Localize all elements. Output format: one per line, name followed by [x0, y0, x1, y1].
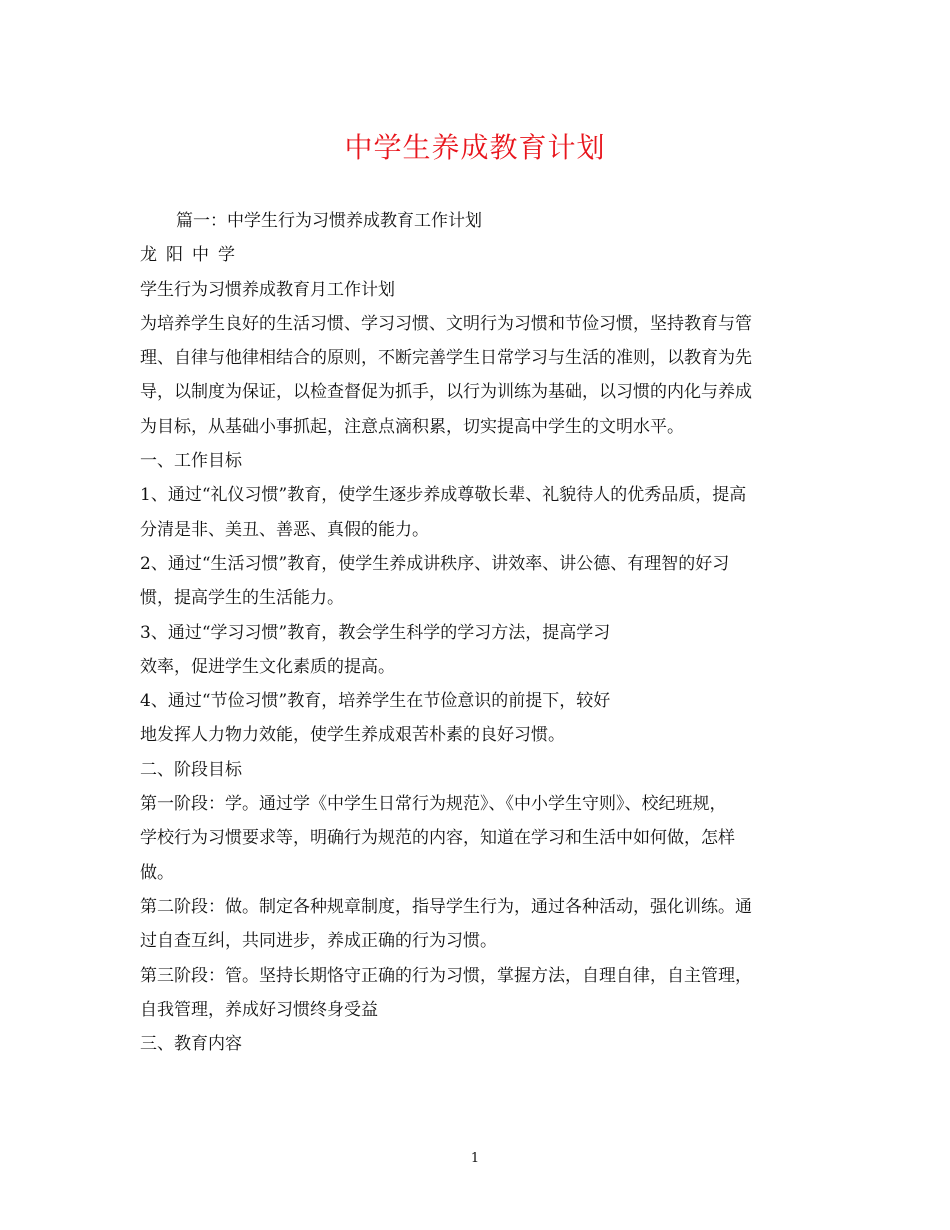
paragraph-line: 理、自律与他律相结合的原则，不断完善学生日常学习与生活的准则，以教育为先: [140, 348, 752, 369]
paragraph-line: 地发挥人力物力效能，使学生养成艰苦朴素的良好习惯。: [140, 725, 565, 746]
paragraph-line: 过自查互纠，共同进步，养成正确的行为习惯。: [140, 931, 497, 952]
plan-subtitle: 学生行为习惯养成教育月工作计划: [140, 279, 395, 300]
paragraph-line: 第一阶段：学。通过学《中学生日常行为规范》、《中小学生守则》、校纪班规，: [140, 794, 727, 815]
paragraph-line: 惯，提高学生的生活能力。: [140, 588, 344, 609]
paragraph-line: 为培养学生良好的生活习惯、学习习惯、文明行为习惯和节俭习惯，坚持教育与管: [140, 313, 752, 334]
paragraph-line: 3、通过“学习习惯”教育，教会学生科学的学习方法，提高学习: [140, 622, 611, 643]
paragraph-line: 学校行为习惯要求等，明确行为规范的内容，知道在学习和生活中如何做，怎样: [140, 828, 735, 849]
paragraph-line: 导，以制度为保证，以检查督促为抓手，以行为训练为基础，以习惯的内化与养成: [140, 382, 752, 403]
paragraph-line: 2、通过“生活习惯”教育，使学生养成讲秩序、讲效率、讲公德、有理智的好习: [140, 553, 730, 574]
section-heading-article-one: 篇一：中学生行为习惯养成教育工作计划: [176, 211, 482, 231]
paragraph-line: 效率，促进学生文化素质的提高。: [140, 656, 395, 677]
paragraph-line: 第二阶段：做。制定各种规章制度，指导学生行为，通过各种活动，强化训练。通: [140, 896, 752, 917]
document-title: 中学生养成教育计划: [344, 131, 606, 164]
document-body: [140, 204, 816, 1061]
paragraph-line: 第三阶段：管。坚持长期恪守正确的行为习惯，掌握方法，自理自律，自主管理，: [140, 965, 752, 986]
paragraph-line: 4、通过“节俭习惯”教育，培养学生在节俭意识的前提下，较好: [140, 691, 611, 712]
section-heading-work-goals: 一、工作目标: [140, 451, 242, 472]
paragraph-line: 做。: [140, 862, 174, 883]
section-heading-stage-goals: 二、阶段目标: [140, 759, 242, 780]
paragraph-line: 为目标，从基础小事抓起，注意点滴积累，切实提高中学生的文明水平。: [140, 416, 684, 437]
school-name: 龙阳中学: [140, 245, 244, 266]
section-heading-education-content: 三、教育内容: [140, 1034, 242, 1055]
page-number: 1: [470, 1151, 480, 1166]
paragraph-line: 分清是非、美丑、善恶、真假的能力。: [140, 519, 429, 540]
paragraph-line: 自我管理，养成好习惯终身受益: [140, 999, 378, 1020]
paragraph-line: 1、通过“礼仪习惯”教育，使学生逐步养成尊敬长辈、礼貌待人的优秀品质，提高: [140, 485, 747, 506]
